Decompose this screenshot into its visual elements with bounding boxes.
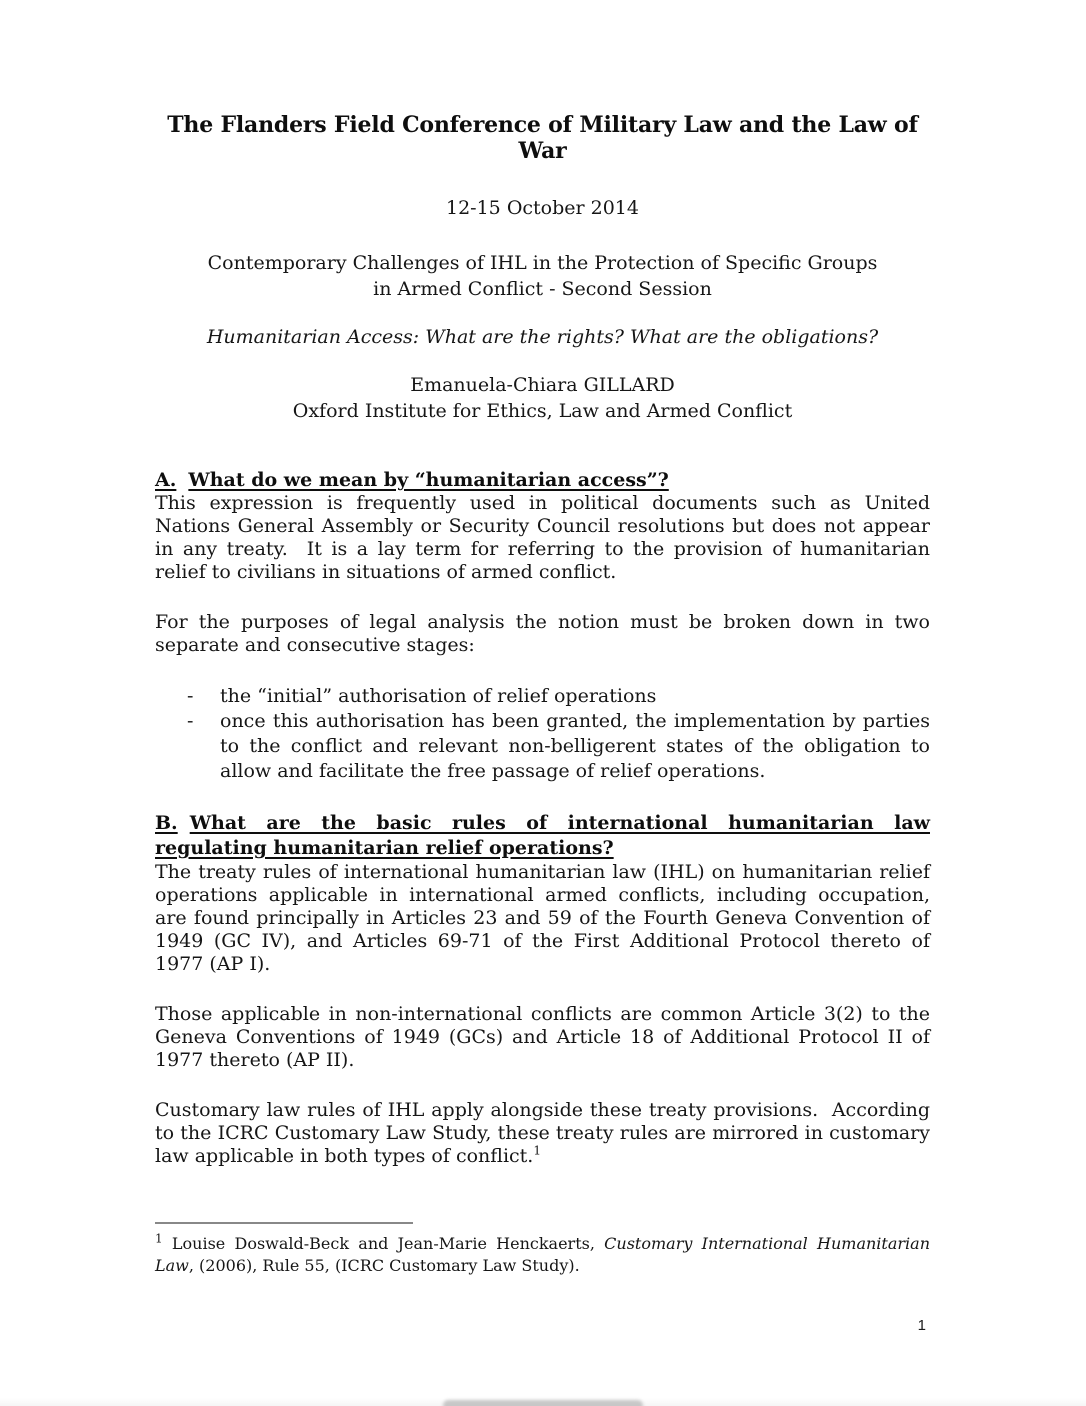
section-b-marker: B.	[155, 812, 178, 834]
bullet-text: the “initial” authorisation of relief operations	[220, 685, 657, 707]
footnote-ref: 1	[533, 1143, 541, 1158]
footnote-marker: 1	[155, 1231, 163, 1246]
bullet-text: once this authorisation has been granted, the implementation by parties to the conflict and relevant non-belligerent states of the obligation to allow and facilitate the free passage of relief operations.	[220, 710, 930, 782]
author-block	[155, 372, 930, 424]
list-item	[187, 684, 930, 709]
session-title-line2: in Armed Conflict - Second Session	[373, 278, 712, 300]
paper-title: Humanitarian Access: What are the rights? What are the obligations?	[206, 326, 879, 348]
footnote-italic-title: Customary International Humanitarian Law	[155, 1234, 931, 1275]
paragraph-b2: Those applicable in non-international conflicts are common Article 3(2) to the Geneva Conventions of 1949 (GCs) and Article 18 of Additional Protocol II of 1977 thereto (AP II).	[155, 1003, 930, 1071]
footnote-text: Louise Doswald-Beck and Jean-Marie Henckaerts,	[162, 1234, 605, 1253]
paragraph-a1: This expression is frequently used in political documents such as United Nations General Assembly or Security Council resolutions but does not appear in any treaty. It is a lay term for referring to the provision of humanitarian relief to civilians in situations of armed conflict.	[155, 492, 930, 583]
conference-date: 12-15 October 2014	[446, 197, 639, 219]
bullet-list	[155, 684, 930, 784]
section-a-marker: A.	[155, 469, 177, 491]
author-affiliation: Oxford Institute for Ethics, Law and Armed Conflict	[292, 400, 793, 422]
footnote-area	[155, 1222, 930, 1277]
footnote-text-after: , (2006), Rule 55, (ICRC Customary Law Study).	[188, 1256, 580, 1275]
session-title-line1: Contemporary Challenges of IHL in the Protection of Specific Groups	[207, 252, 878, 274]
list-item	[187, 709, 930, 784]
footnote	[155, 1233, 930, 1277]
paragraph-b1: The treaty rules of international humanitarian law (IHL) on humanitarian relief operations applicable in international armed conflicts, including occupation, are found principally in Articles 23 and 59 of the Fourth Geneva Convention of 1949 (GC IV), and Articles 69-71 of the First Additional Protocol thereto of 1977 (AP I).	[155, 861, 930, 975]
paragraph-b3	[155, 1099, 930, 1168]
bullet-dash: -	[187, 685, 194, 707]
author-name: Emanuela-Chiara GILLARD	[410, 374, 675, 396]
section-a-heading-text: What do we mean by “humanitarian access”?	[188, 469, 669, 491]
paragraph-b3-text: Customary law rules of IHL apply alongside these treaty provisions. According to the ICRC Customary Law Study, these treaty rules are mirrored in customary law applicable in both types of conflict.	[155, 1099, 930, 1167]
section-b-heading	[155, 811, 930, 861]
scrollbar-thumb[interactable]	[443, 1400, 643, 1406]
session-title	[155, 250, 930, 302]
conference-title: The Flanders Field Conference of Military Law and the Law of War	[167, 112, 918, 164]
paragraph-a2: For the purposes of legal analysis the notion must be broken down in two separate and consecutive stages:	[155, 611, 930, 656]
section-a-heading	[155, 468, 930, 492]
footnote-separator	[155, 1222, 413, 1224]
page-number: 1	[917, 1317, 926, 1334]
bullet-dash: -	[187, 710, 194, 732]
section-b-heading-text: What are the basic rules of international humanitarian law regulating humanitarian relief operations?	[155, 812, 930, 859]
